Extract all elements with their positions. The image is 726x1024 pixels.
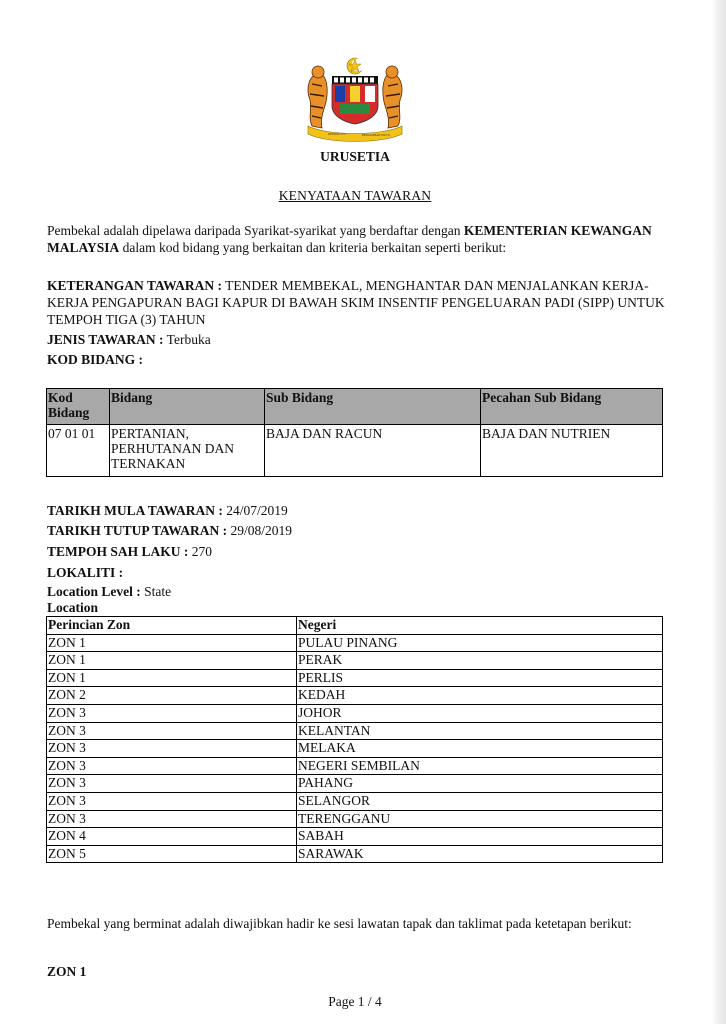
table-cell: PERLIS: [297, 669, 663, 687]
table-cell: ZON 3: [47, 704, 297, 722]
keterangan-value: TENDER MEMBEKAL, MENGHANTAR DAN MENJALANKAN KERJA-KERJA PENGAPURAN BAGI KAPUR DI BAWAH SKIM INSENTIF PENGELUARAN PADI (SIPP) UNTUK TEMPOH TIGA (3) TAHUN: [47, 278, 665, 327]
table-cell: ZON 3: [47, 757, 297, 775]
table-header: Negeri: [297, 617, 663, 635]
table-cell: ZON 3: [47, 722, 297, 740]
table-cell: ZON 1: [47, 652, 297, 670]
tempoh-sah-value: 270: [188, 544, 213, 559]
table-cell: 07 01 01: [47, 425, 110, 477]
table-cell: BAJA DAN RACUN: [265, 425, 481, 477]
table-header: Kod Bidang: [47, 389, 110, 425]
jenis-line: [47, 331, 211, 348]
page-edge: [712, 0, 726, 1024]
table-cell: NEGERI SEMBILAN: [297, 757, 663, 775]
table-row: [47, 792, 663, 810]
table-cell: PERAK: [297, 652, 663, 670]
table-cell: PERTANIAN, PERHUTANAN DAN TERNAKAN: [110, 425, 265, 477]
lokaliti-label: LOKALITI :: [47, 565, 124, 580]
table-cell: MELAKA: [297, 740, 663, 758]
kod-bidang-label: KOD BIDANG :: [47, 352, 144, 367]
table-cell: KEDAH: [297, 687, 663, 705]
table-cell: ZON 3: [47, 775, 297, 793]
kod-bidang-table: [46, 388, 663, 477]
jenis-label: JENIS TAWARAN :: [47, 332, 164, 347]
location-level-label: Location Level :: [47, 584, 141, 599]
tarikh-mula-label: TARIKH MULA TAWARAN :: [47, 503, 223, 518]
location-label: Location: [47, 600, 99, 615]
table-cell: ZON 1: [47, 669, 297, 687]
table-cell: TERENGGANU: [297, 810, 663, 828]
table-row: [47, 810, 663, 828]
table-row: [47, 845, 663, 863]
table-cell: JOHOR: [297, 704, 663, 722]
jenis-value: Terbuka: [163, 332, 211, 347]
tarikh-tutup-label: TARIKH TUTUP TAWARAN :: [47, 523, 228, 538]
table-row: [47, 757, 663, 775]
table-row: [47, 669, 663, 687]
table-row: [47, 828, 663, 846]
document-title: KENYATAAN TAWARAN: [278, 188, 432, 203]
page-number: Page 1 / 4: [328, 994, 382, 1009]
table-row: [47, 722, 663, 740]
table-cell: SARAWAK: [297, 845, 663, 863]
tarikh-mula-line: [47, 502, 288, 519]
table-cell: PULAU PINANG: [297, 634, 663, 652]
table-cell: ZON 3: [47, 792, 297, 810]
keterangan-label: KETERANGAN TAWARAN :: [47, 278, 223, 293]
keterangan-paragraph: [47, 277, 667, 328]
table-cell: PAHANG: [297, 775, 663, 793]
table-cell: KELANTAN: [297, 722, 663, 740]
coat-of-arms-icon: [298, 56, 412, 142]
ministry-name: KEMENTERIAN KEWANGAN MALAYSIA: [47, 223, 652, 255]
tarikh-tutup-line: [47, 522, 292, 539]
table-header: Sub Bidang: [265, 389, 481, 425]
table-cell: ZON 5: [47, 845, 297, 863]
table-header-row: [47, 617, 663, 635]
tarikh-mula-value: 24/07/2019: [222, 503, 288, 518]
location-level-line: [47, 583, 171, 600]
table-row: [47, 425, 663, 477]
location-level-value: State: [140, 584, 172, 599]
table-header: Bidang: [110, 389, 265, 425]
footer-paragraph: Pembekal yang berminat adalah diwajibkan hadir ke sesi lawatan tapak dan taklimat pada ketetapan berikut:: [47, 916, 632, 931]
table-header-row: [47, 389, 663, 425]
table-cell: ZON 4: [47, 828, 297, 846]
tarikh-tutup-value: 29/08/2019: [227, 523, 293, 538]
table-header: Perincian Zon: [47, 617, 297, 635]
table-cell: SELANGOR: [297, 792, 663, 810]
table-cell: BAJA DAN NUTRIEN: [481, 425, 663, 477]
table-row: [47, 652, 663, 670]
table-header: Pecahan Sub Bidang: [481, 389, 663, 425]
table-row: [47, 775, 663, 793]
table-row: [47, 740, 663, 758]
table-cell: SABAH: [297, 828, 663, 846]
zon-heading: ZON 1: [47, 964, 87, 979]
table-row: [47, 687, 663, 705]
svg-text:BERTAMBAH MUTU: BERTAMBAH MUTU: [362, 133, 390, 137]
intro-paragraph: [47, 222, 665, 256]
table-row: [47, 634, 663, 652]
location-table: [46, 616, 663, 863]
table-cell: ZON 3: [47, 740, 297, 758]
intro-text: Pembekal adalah dipelawa daripada Syarikat-syarikat yang berdaftar dengan: [47, 223, 464, 238]
table-cell: ZON 2: [47, 687, 297, 705]
table-row: [47, 704, 663, 722]
svg-text:BERSEKUTU: BERSEKUTU: [328, 132, 346, 136]
table-cell: ZON 3: [47, 810, 297, 828]
intro-text-end: dalam kod bidang yang berkaitan dan kriteria berkaitan seperti berikut:: [119, 240, 507, 255]
org-title: URUSETIA: [320, 149, 390, 164]
table-cell: ZON 1: [47, 634, 297, 652]
tempoh-sah-label: TEMPOH SAH LAKU :: [47, 544, 189, 559]
tempoh-sah-line: [47, 543, 212, 560]
